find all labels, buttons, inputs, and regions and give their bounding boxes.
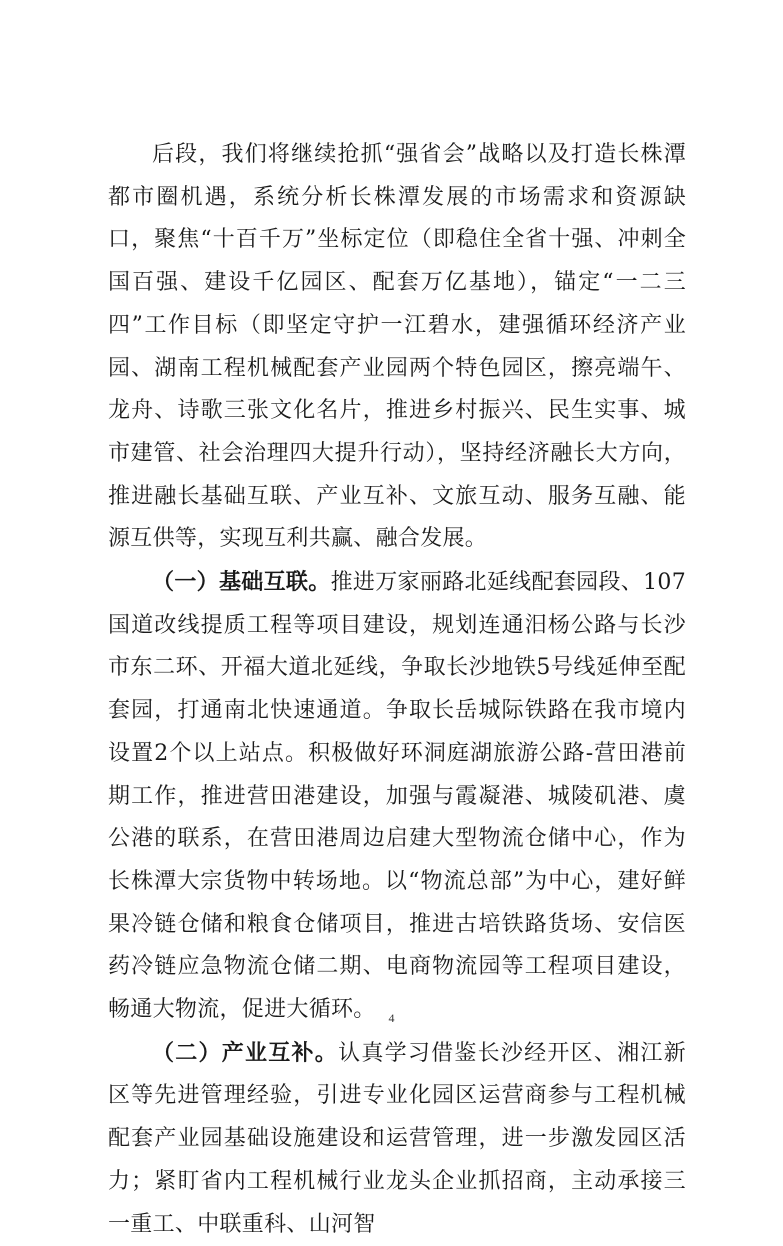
page-number: 4 [388,1011,395,1025]
paragraph-infrastructure-text: 推进万家丽路北延线配套园段、107国道改线提质工程等项目建设，规划连通汨杨公路与长沙市东二环、开福大道北延线，争取长沙地铁5号线延伸至配套园，打通南北快速通道。争取长岳城际铁路在我市境内设置2个以上站点。积极做好环洞庭湖旅游公路-营田港前期工作，推进营田港建设，加强与霞凝港、城陵矶港、虞公港的联系，在营田港周边启建大型物流仓储中心，作为长株潭大宗货物中转场地。以“物流总部”为中心，建好鲜果冷链仓储和粮食仓储项目，推进古培铁路货场、安信医药冷链应急物流仓储二期、电商物流园等工程项目建设，畅通大物流，促进大循环。 [108,570,687,1023]
section-heading-infrastructure: （一）基础互联。 [152,569,331,596]
paragraph-industry [108,1032,686,1246]
paragraph-intro [108,134,686,561]
paragraph-intro-text: 后段，我们将继续抢抓“强省会”战略以及打造长株潭都市圈机遇，系统分析长株潭发展的市场需求和资源缺口，聚焦“十百千万”坐标定位（即稳住全省十强、冲刺全国百强、建设千亿园区、配套万亿基地），锚定“一二三四”工作目标（即坚定守护一江碧水，建强循环经济产业园、湖南工程机械配套产业园两个特色园区，擦亮端午、龙舟、诗歌三张文化名片，推进乡村振兴、民生实事、城市建管、社会治理四大提升行动），坚持经济融长大方向，推进融长基础互联、产业互补、文旅互动、服务互融、能源互供等，实现互利共赢、融合发展。 [108,142,686,552]
paragraph-infrastructure [108,561,686,1032]
document-body [108,134,686,1246]
section-heading-industry: （二）产业互补。 [152,1039,339,1066]
paragraph-industry-text: 认真学习借鉴长沙经开区、湘江新区等先进管理经验，引进专业化园区运营商参与工程机械配套产业园基础设施建设和运营管理，进一步激发园区活力；紧盯省内工程机械行业龙头企业抓招商，主动承接三一重工、中联重科、山河智 [108,1040,686,1237]
